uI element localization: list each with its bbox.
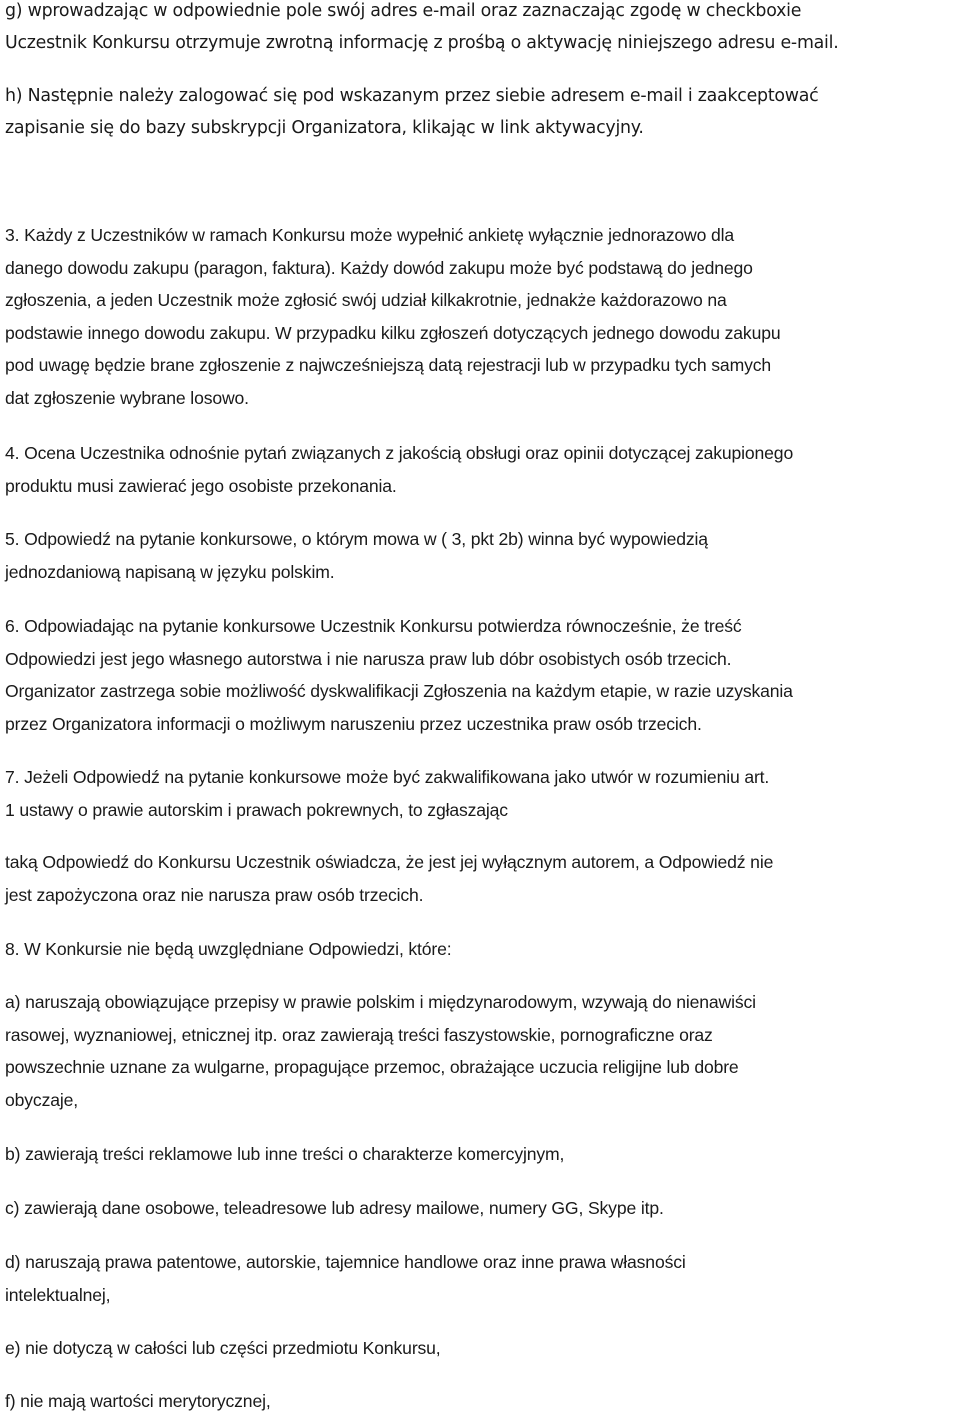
paragraph-g xyxy=(5,0,957,59)
paragraph-line: produktu musi zawierać jego osobiste przekonania. xyxy=(5,475,397,496)
paragraph-line: obyczaje, xyxy=(5,1089,78,1110)
paragraph-line: jest zapożyczona oraz nie narusza praw osób trzecich. xyxy=(5,884,424,905)
paragraph-5 xyxy=(5,523,957,588)
list-item-8c xyxy=(5,1192,957,1225)
paragraph-7-continued xyxy=(5,846,957,911)
list-item-8b xyxy=(5,1138,957,1171)
paragraph-line: Uczestnik Konkursu otrzymuje zwrotną informację z prośbą o aktywację niniejszego adresu e-mail. xyxy=(5,33,839,53)
paragraph-3 xyxy=(5,219,957,414)
paragraph-line: 6. Odpowiadając na pytanie konkursowe Uczestnik Konkursu potwierdza równocześnie, że treść xyxy=(5,616,742,636)
paragraph-line: 4. Ocena Uczestnika odnośnie pytań związanych z jakością obsługi oraz opinii dotyczącej zakupionego xyxy=(5,443,794,463)
paragraph-line: 3. Każdy z Uczestników w ramach Konkursu może wypełnić ankietę wyłącznie jednorazowo dla xyxy=(5,225,735,245)
paragraph-line: przez Organizatora informacji o możliwym naruszeniu przez uczestnika praw osób trzecich. xyxy=(5,713,702,734)
paragraph-line: d) naruszają prawa patentowe, autorskie, tajemnice handlowe oraz inne prawa własności xyxy=(5,1252,686,1272)
paragraph-line: Odpowiedzi jest jego własnego autorstwa i nie narusza praw lub dóbr osobistych osób trzecich. xyxy=(5,648,732,669)
list-item-8f xyxy=(5,1385,957,1418)
paragraph-line: 5. Odpowiedź na pytanie konkursowe, o którym mowa w ( 3, pkt 2b) winna być wypowiedzią xyxy=(5,529,708,549)
paragraph-line: zgłoszenia, a jeden Uczestnik może zgłosić swój udział kilkakrotnie, jednakże każdorazowo na xyxy=(5,290,727,310)
paragraph-line: zapisanie się do bazy subskrypcji Organizatora, klikając w link aktywacyjny. xyxy=(5,118,644,138)
paragraph-line: podstawie innego dowodu zakupu. W przypadku kilku zgłoszeń dotyczących jednego dowodu zakupu xyxy=(5,322,781,343)
paragraph-line: powszechnie uznane za wulgarne, propagujące przemoc, obrażające uczucia religijne lub dobre xyxy=(5,1057,739,1077)
paragraph-line: danego dowodu zakupu (paragon, faktura). Każdy dowód zakupu może być podstawą do jednego xyxy=(5,257,753,278)
paragraph-h xyxy=(5,80,957,144)
paragraph-line: taką Odpowiedź do Konkursu Uczestnik oświadcza, że jest jej wyłącznym autorem, a Odpowiedź nie xyxy=(5,852,774,872)
paragraph-7 xyxy=(5,761,957,826)
paragraph-line: e) nie dotyczą w całości lub części przedmiotu Konkursu, xyxy=(5,1338,441,1358)
paragraph-line: b) zawierają treści reklamowe lub inne treści o charakterze komercyjnym, xyxy=(5,1144,565,1164)
paragraph-line: 1 ustawy o prawie autorskim i prawach pokrewnych, to zgłaszając xyxy=(5,799,508,820)
paragraph-line: Organizator zastrzega sobie możliwość dyskwalifikacji Zgłoszenia na każdym etapie, w razie uzyskania xyxy=(5,681,793,701)
paragraph-6 xyxy=(5,610,957,740)
paragraph-8 xyxy=(5,933,957,966)
paragraph-line: jednozdaniową napisaną w języku polskim. xyxy=(5,561,335,582)
list-item-8d xyxy=(5,1246,957,1311)
list-item-8a xyxy=(5,986,957,1116)
paragraph-line: rasowej, wyznaniowej, etnicznej itp. oraz zawierają treści faszystowskie, pornograficzne oraz xyxy=(5,1024,713,1045)
paragraph-line: h) Następnie należy zalogować się pod wskazanym przez siebie adresem e-mail i zaakceptować xyxy=(5,86,819,106)
paragraph-line: f) nie mają wartości merytorycznej, xyxy=(5,1391,271,1411)
paragraph-line: g) wprowadzając w odpowiednie pole swój adres e-mail oraz zaznaczając zgodę w checkboxie xyxy=(5,1,802,21)
paragraph-4 xyxy=(5,437,957,502)
paragraph-line: 8. W Konkursie nie będą uwzględniane Odpowiedzi, które: xyxy=(5,939,452,959)
paragraph-line: dat zgłoszenie wybrane losowo. xyxy=(5,387,249,408)
paragraph-line: pod uwagę będzie brane zgłoszenie z najwcześniejszą datą rejestracji lub w przypadku tych samych xyxy=(5,355,772,375)
paragraph-line: 7. Jeżeli Odpowiedź na pytanie konkursowe może być zakwalifikowana jako utwór w rozumieniu art. xyxy=(5,767,770,787)
list-item-8e xyxy=(5,1332,957,1365)
paragraph-line: a) naruszają obowiązujące przepisy w prawie polskim i międzynarodowym, wzywają do nienawiści xyxy=(5,992,756,1012)
paragraph-line: intelektualnej, xyxy=(5,1284,111,1305)
paragraph-line: c) zawierają dane osobowe, teleadresowe lub adresy mailowe, numery GG, Skype itp. xyxy=(5,1198,664,1218)
